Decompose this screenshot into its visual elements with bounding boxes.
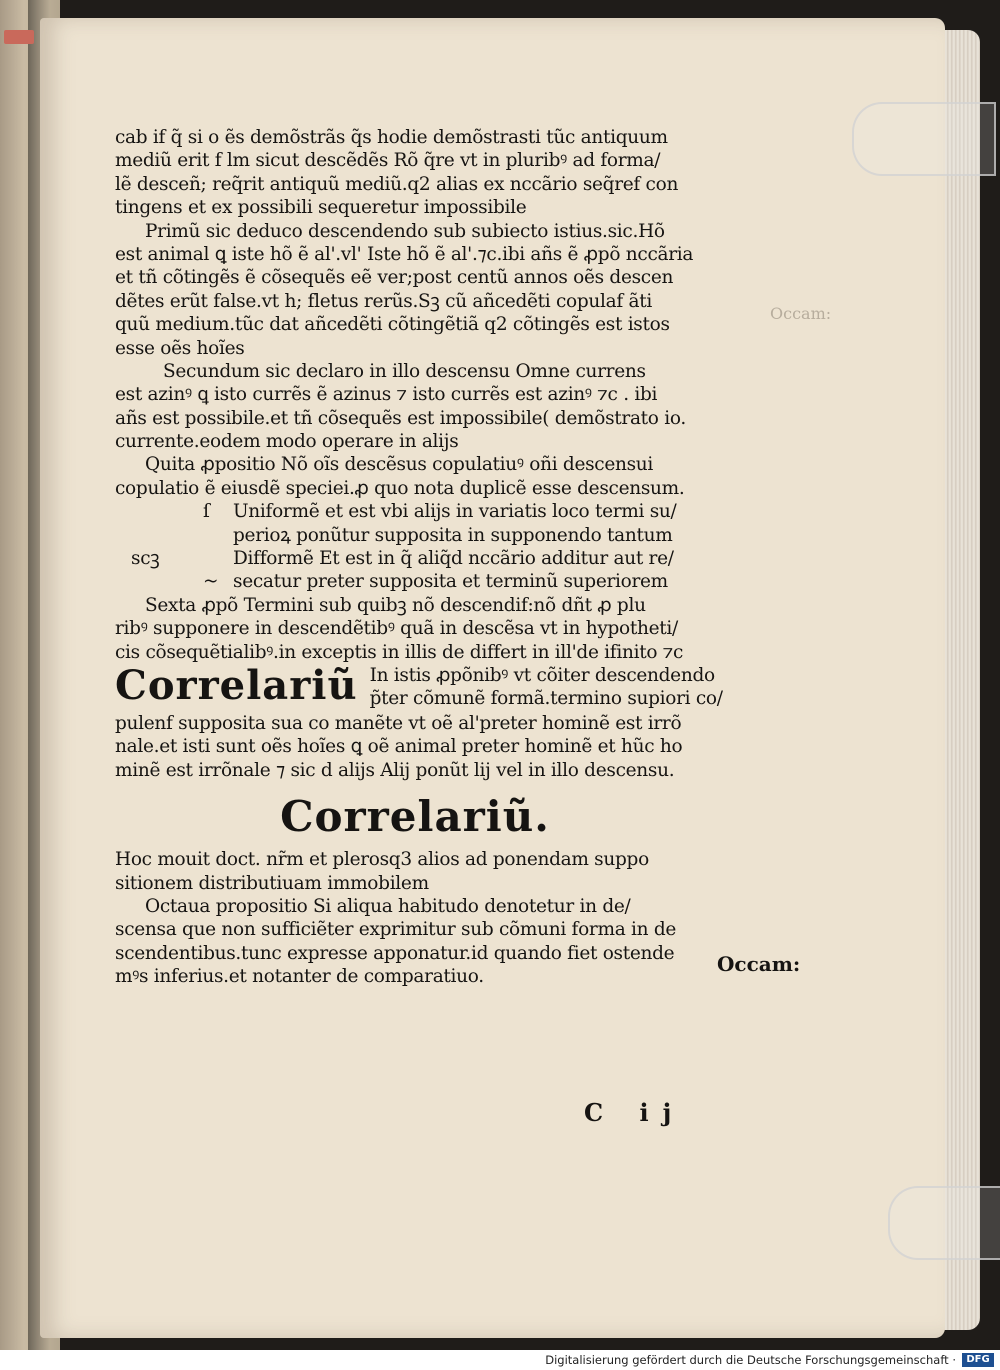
bracket-text: Uniformẽ et est vbi alijs in variatis loco termi su/ <box>233 501 677 523</box>
text-line: Secundum sic declaro in illo descensu Omne currens <box>163 360 646 382</box>
text-line: Octaua propositio Si aliqua habitudo denotetur in de/ <box>145 895 631 917</box>
text-line: ribꝰ supponere in descendẽtibꝰ quã in descẽsa vt in hypotheti/ <box>115 618 678 640</box>
text-line: est azinꝰ ꝗ isto currẽs ẽ azinus ⁊ isto currẽs est azinꝰ ⁊c . ibi <box>115 384 658 406</box>
bracket-line <box>115 524 715 547</box>
text-line: mꝰs inferius.et notanter de comparatiuo. <box>115 966 484 988</box>
corollary-inline-heading: Correlariũ <box>115 661 358 709</box>
text-line: añs est possibile.et tñ cõsequẽs est impossibile( demõstrato io. <box>115 407 686 429</box>
text-line: In istis ꝓpõnibꝰ vt cõiter descendendo <box>369 664 715 686</box>
bookmark-tab <box>4 30 34 44</box>
text-line: scensa que non sufficiẽter exprimitur sub cõmuni forma in de <box>115 919 677 941</box>
text-line: cis cõsequẽtialibꝰ.in exceptis in illis de differt in ill'de ifinito ⁊c <box>115 641 684 663</box>
text-line: sitionem distributiuam immobilem <box>115 872 429 894</box>
text-line: copulatio ẽ eiusdẽ speciei.ꝓ quo nota duplicẽ esse descensum. <box>115 477 685 499</box>
faint-margin-note: Occam: <box>770 304 832 323</box>
bracket-line <box>115 570 715 593</box>
text-line: mediũ erit f lm sicut descẽdẽs Rõ q̃re vt in pluribꝰ ad forma/ <box>115 150 661 172</box>
page-clip-bottom <box>888 1186 1000 1260</box>
text-line: esse oẽs hoĩes <box>115 337 245 359</box>
footer-bar <box>0 1350 1000 1370</box>
dfg-logo: DFG <box>962 1353 994 1367</box>
text-line: et tñ cõtingẽs ẽ cõsequẽs eẽ ver;post centũ annos oẽs descen <box>115 267 674 289</box>
text-line: est animal ꝗ iste hõ ẽ al'.vl' Iste hõ ẽ al'.⁊c.ibi añs ẽ ꝓpõ nccãria <box>115 243 694 265</box>
bracket-label: scꝫ <box>131 548 160 570</box>
bracket-text: secatur preter supposita et terminũ superiorem <box>233 571 668 593</box>
signature-mark: C ij <box>584 1098 686 1127</box>
text-line: p̃ter cõmunẽ formã.termino supiori co/ <box>369 688 723 710</box>
margin-note: Occam: <box>717 952 801 976</box>
text-line: Hoc mouit doct. nr̃m et plerosq3 alios ad ponendam suppo <box>115 849 649 871</box>
brace-mark-icon: ~ <box>203 571 219 593</box>
corollary-row <box>115 661 723 712</box>
page-clip-top <box>852 102 996 176</box>
bracket-text: Difformẽ Et est in q̃ aliq̃d nccãrio additur aut re/ <box>233 548 674 570</box>
text-line: scendentibus.tunc expresse apponatur.id quando fiet ostende <box>115 942 675 964</box>
bracket-line <box>115 500 715 523</box>
text-line: tingens et ex possibili sequeretur impossibile <box>115 197 527 219</box>
text-line: quũ medium.tũc dat añcedẽti cõtingẽtiã q2 cõtingẽs est istos <box>115 314 670 336</box>
body-text <box>115 126 723 989</box>
text-line: cab if q̃ si o ẽs demõstrãs q̃s hodie demõstrasti tũc antiquum <box>115 127 668 148</box>
section-heading: Correlariũ. <box>280 792 550 842</box>
text-line: minẽ est irrõnale ⁊ sic d alijs Alij ponũt lij vel in illo descensu. <box>115 759 675 781</box>
brace-mark-icon: ſ <box>203 501 210 523</box>
footer-credit: Digitalisierung gefördert durch die Deutsche Forschungsgemeinschaft · <box>545 1353 956 1367</box>
bracket-line <box>115 547 715 570</box>
text-line: Primũ sic deduco descendendo sub subiecto istius.sic.Hõ <box>145 220 665 242</box>
text-line: dẽtes erũt false.vt h; fletus rerũs.Sꝫ cũ añcedẽti copulaf ãti <box>115 290 652 312</box>
text-line: pulenf supposita sua co manẽte vt oẽ al'preter hominẽ est irrõ <box>115 712 682 734</box>
text-line: Quita ꝓpositio Nõ oĩs descẽsus copulatiuꝰ oñi descensui <box>145 454 654 476</box>
text-line: currente.eodem modo operare in alijs <box>115 431 459 453</box>
text-line: Sexta ꝓpõ Termini sub quibꝫ nõ descendif:nõ dñt ꝓ plu <box>145 594 646 616</box>
bracket-text: perioꝝ ponũtur supposita in supponendo tantum <box>233 524 673 546</box>
text-line: lẽ desceñ; req̃rit antiquũ mediũ.q2 alias ex nccãrio seq̃ref con <box>115 173 679 195</box>
text-line: nale.et isti sunt oẽs hoĩes ꝗ oẽ animal preter hominẽ et hũc ho <box>115 736 683 758</box>
page-fore-edge <box>940 30 980 1330</box>
